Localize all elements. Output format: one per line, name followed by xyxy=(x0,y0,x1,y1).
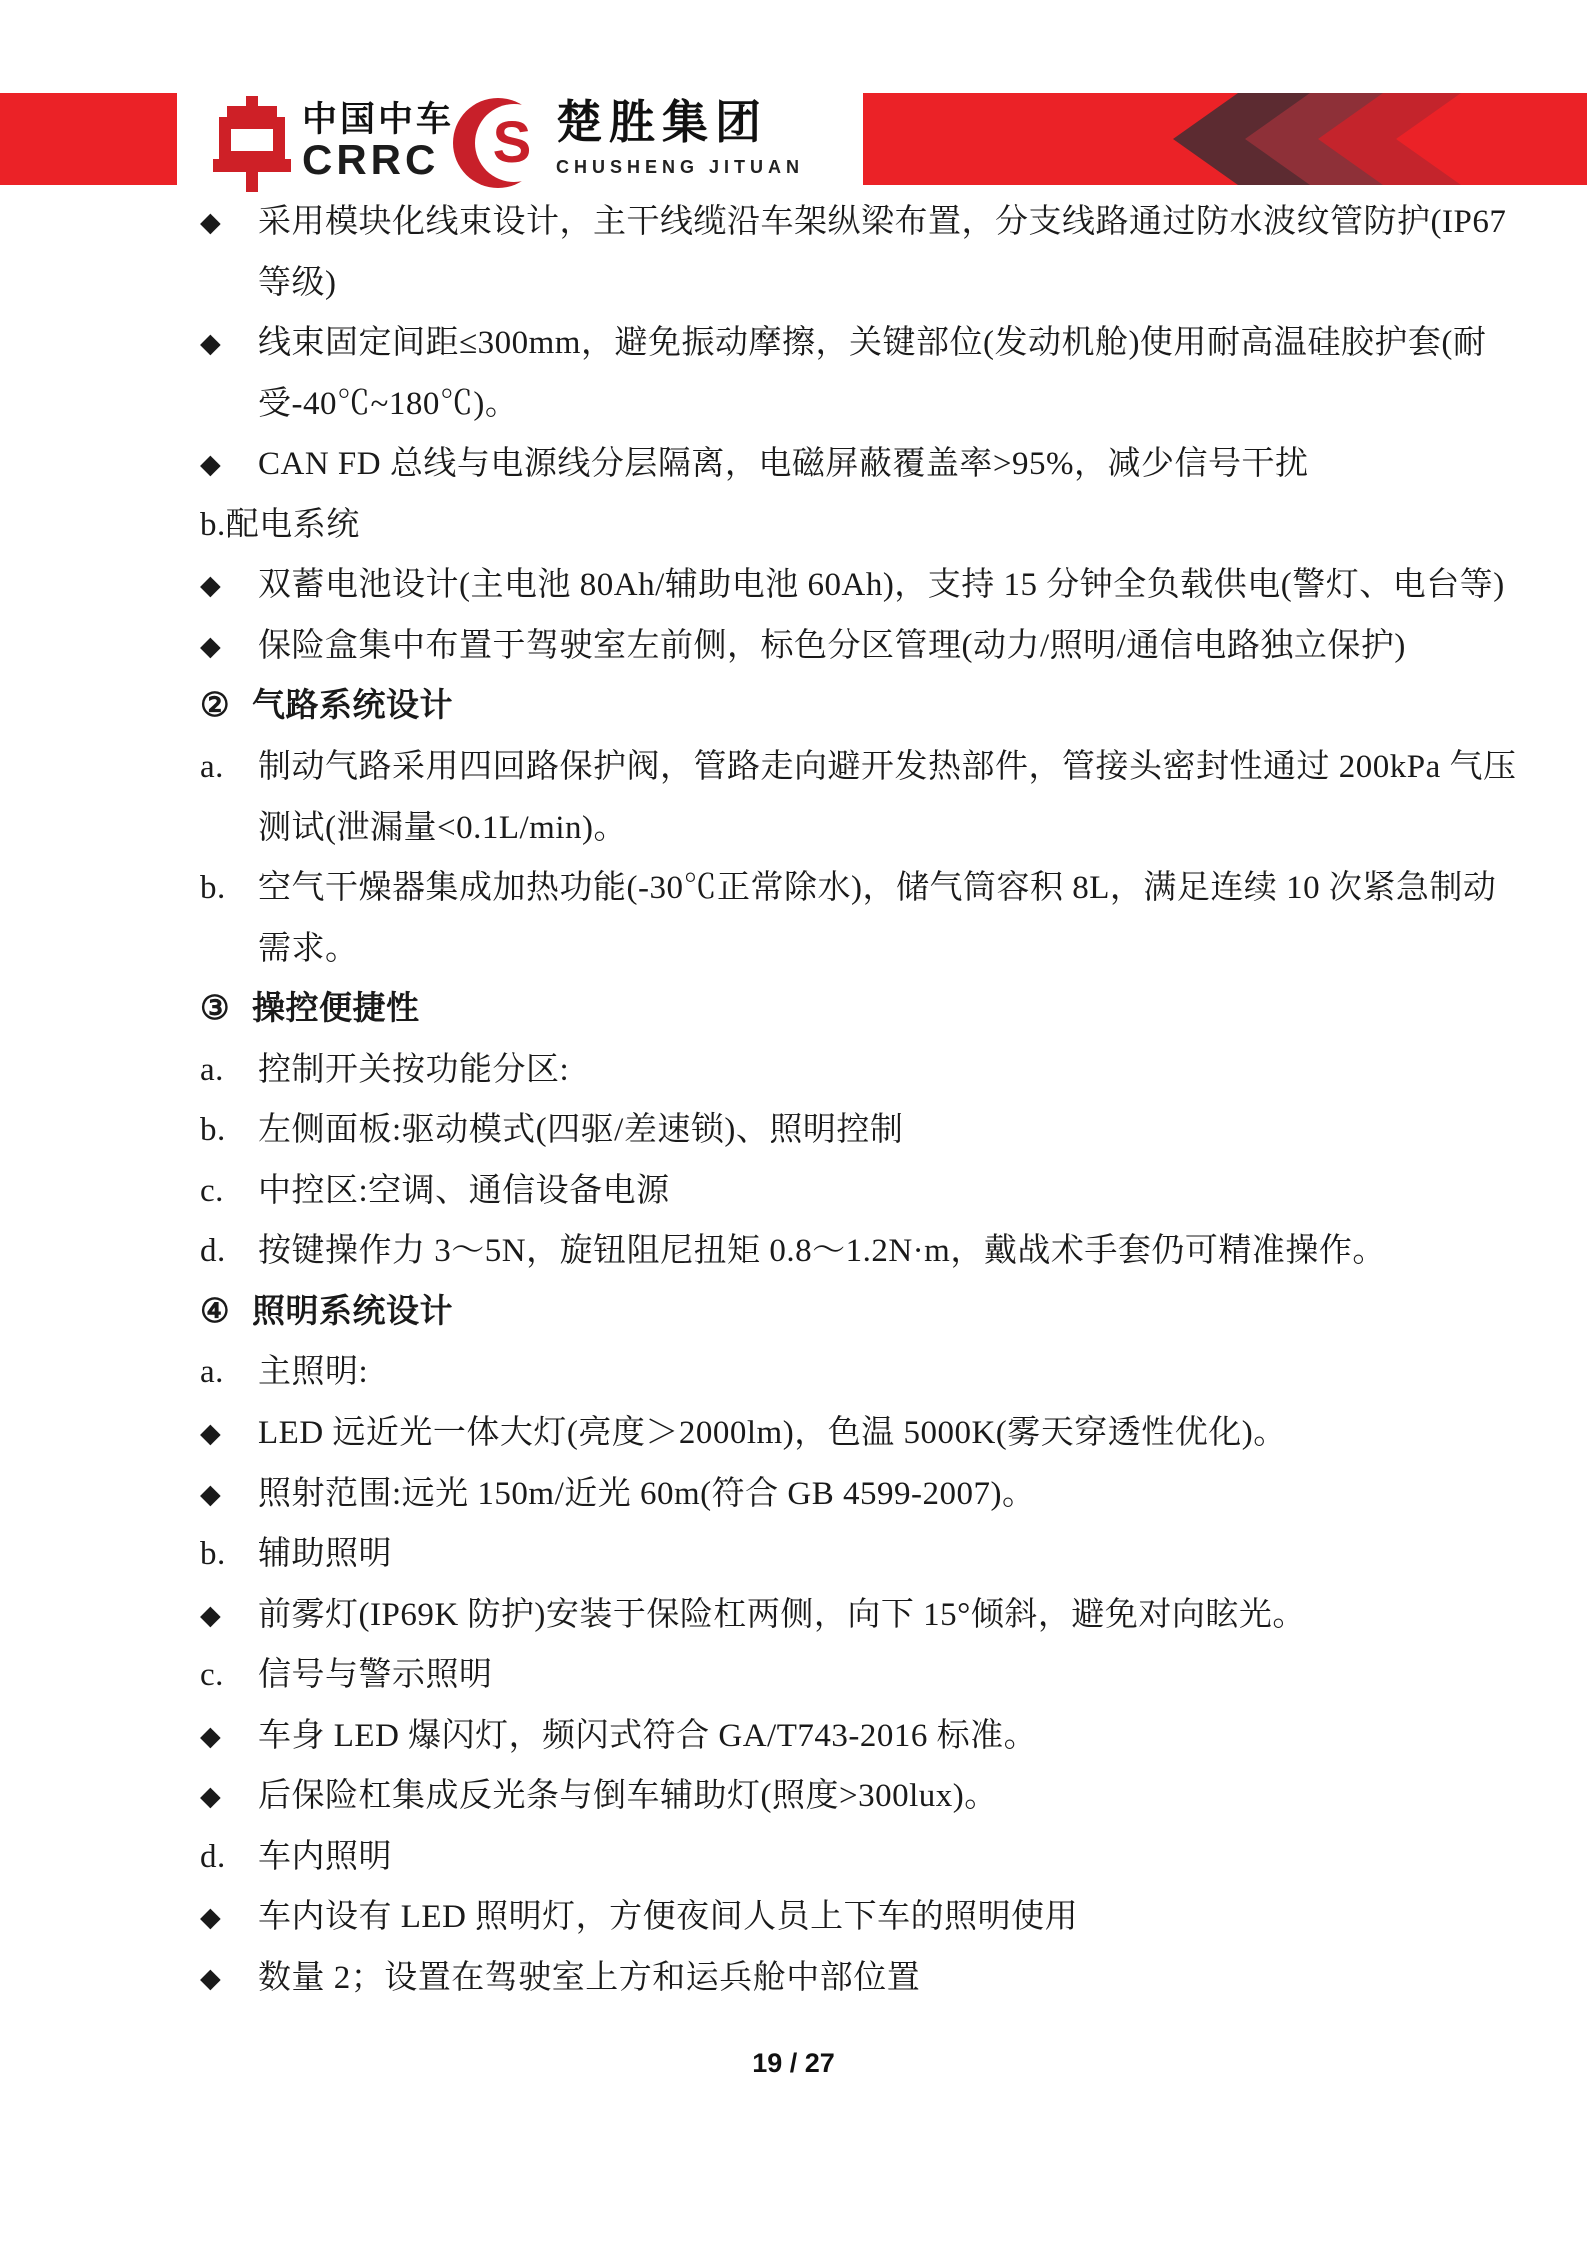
document-line xyxy=(0,313,1587,374)
list-marker: a. xyxy=(200,748,224,785)
crrc-logo-text xyxy=(302,102,454,181)
line-text: 配电系统 xyxy=(225,506,360,543)
list-marker: a. xyxy=(200,1354,224,1391)
line-text: 车内照明 xyxy=(258,1838,392,1875)
document-line xyxy=(0,1100,1587,1161)
document-line xyxy=(0,737,1587,798)
line-text: 需求。 xyxy=(258,930,359,967)
svg-text:S: S xyxy=(492,110,532,175)
list-marker: d. xyxy=(200,1838,226,1875)
document-line xyxy=(0,495,1587,556)
document-line xyxy=(0,1282,1587,1343)
chevron-arrows-icon xyxy=(863,93,1587,185)
line-text: 空气干燥器集成加热功能(-30℃正常除水)，储气筒容积 8L，满足连续 10 次紧急制动 xyxy=(258,870,1497,907)
crrc-english-name: CRRC xyxy=(302,136,440,183)
line-text: 左侧面板:驱动模式(四驱/差速锁)、照明控制 xyxy=(258,1112,904,1149)
document-line xyxy=(0,1827,1587,1888)
line-text: 后保险杠集成反光条与倒车辅助灯(照度>300lux)。 xyxy=(258,1778,998,1815)
document-line xyxy=(0,374,1587,435)
line-text: LED 远近光一体大灯(亮度＞2000lm)，色温 5000K(雾天穿透性优化)。 xyxy=(258,1415,1287,1451)
header-red-block-left xyxy=(0,93,177,185)
line-text: 车内设有 LED 照明灯，方便夜间人员上下车的照明使用 xyxy=(258,1899,1079,1936)
document-line xyxy=(0,919,1587,980)
line-text: 数量 2；设置在驾驶室上方和运兵舱中部位置 xyxy=(258,1959,921,1996)
document-line xyxy=(0,434,1587,495)
list-marker: b. xyxy=(200,1536,226,1573)
line-text: 制动气路采用四回路保护阀，管路走向避开发热部件，管接头密封性通过 200kPa 气压 xyxy=(258,748,1517,785)
line-text: 照射范围:远光 150m/近光 60m(符合 GB 4599-2007)。 xyxy=(258,1475,1036,1512)
list-marker: ④ xyxy=(200,1293,231,1330)
document-line xyxy=(0,979,1587,1040)
document-line xyxy=(0,616,1587,677)
chusheng-chinese-name: 楚胜集团 xyxy=(556,97,768,148)
line-text: 前雾灯(IP69K 防护)安装于保险杠两侧，向下 15°倾斜，避免对向眩光。 xyxy=(258,1596,1306,1633)
page-number: 19 / 27 xyxy=(752,2048,835,2078)
bullet-diamond-marker: ◆ xyxy=(200,570,222,601)
document-line xyxy=(0,192,1587,253)
bullet-diamond-marker: ◆ xyxy=(200,1962,222,1993)
document-line xyxy=(0,555,1587,616)
list-marker: b. xyxy=(200,506,226,543)
line-text: 按键操作力 3～5N，旋钮阻尼扭矩 0.8～1.2N·m，戴战术手套仍可精准操作。 xyxy=(258,1233,1386,1270)
chusheng-logo-icon xyxy=(452,94,546,192)
line-text: 受-40℃~180℃)。 xyxy=(258,385,519,422)
document-line xyxy=(0,1342,1587,1403)
bullet-diamond-marker: ◆ xyxy=(200,1720,222,1751)
list-marker: ③ xyxy=(200,991,231,1028)
chusheng-english-name: CHUSHENG JITUAN xyxy=(556,157,805,177)
line-text: 保险盒集中布置于驾驶室左前侧，标色分区管理(动力/照明/通信电路独立保护) xyxy=(258,627,1406,664)
line-text: 双蓄电池设计(主电池 80Ah/辅助电池 60Ah)，支持 15 分钟全负载供电(警灯、电台等) xyxy=(258,567,1505,604)
list-marker: ② xyxy=(200,688,231,725)
document-line xyxy=(0,1464,1587,1525)
list-marker: c. xyxy=(200,1172,224,1209)
line-text: 等级) xyxy=(258,264,337,301)
line-text: 线束固定间距≤300mm，避免振动摩擦，关键部位(发动机舱)使用耐高温硅胶护套(耐 xyxy=(258,325,1487,362)
bullet-diamond-marker: ◆ xyxy=(200,1902,222,1933)
line-text: 信号与警示照明 xyxy=(258,1657,493,1694)
list-marker: d. xyxy=(200,1233,226,1270)
header-red-banner xyxy=(863,93,1587,185)
list-marker: b. xyxy=(200,870,226,907)
line-text: 主照明: xyxy=(258,1354,369,1391)
chusheng-logo-text xyxy=(556,97,805,177)
document-line xyxy=(0,1524,1587,1585)
document-line xyxy=(0,1161,1587,1222)
line-text: 照明系统设计 xyxy=(252,1293,453,1330)
bullet-diamond-marker: ◆ xyxy=(200,207,222,237)
line-text: 操控便捷性 xyxy=(252,991,420,1028)
line-text: 辅助照明 xyxy=(258,1536,392,1573)
document-line xyxy=(0,798,1587,859)
line-text: 控制开关按功能分区: xyxy=(258,1051,570,1088)
document-line xyxy=(0,1221,1587,1282)
bullet-diamond-marker: ◆ xyxy=(200,328,222,359)
list-marker: b. xyxy=(200,1112,226,1149)
document-line xyxy=(0,1887,1587,1948)
list-marker: a. xyxy=(200,1051,224,1088)
crrc-chinese-name: 中国中车 xyxy=(302,100,455,139)
document-line xyxy=(0,1585,1587,1646)
document-line xyxy=(0,1706,1587,1767)
document-line xyxy=(0,1766,1587,1827)
line-text: 中控区:空调、通信设备电源 xyxy=(258,1172,670,1209)
list-marker: c. xyxy=(200,1657,224,1694)
line-text: 测试(泄漏量<0.1L/min)。 xyxy=(258,809,628,846)
line-text: 车身 LED 爆闪灯，频闪式符合 GA/T743-2016 标准。 xyxy=(258,1717,1038,1754)
bullet-diamond-marker: ◆ xyxy=(200,1599,222,1630)
document-line xyxy=(0,1645,1587,1706)
document-line xyxy=(0,858,1587,919)
line-text: CAN FD 总线与电源线分层隔离，电磁屏蔽覆盖率>95%，减少信号干扰 xyxy=(258,446,1309,483)
document-line xyxy=(0,1040,1587,1101)
bullet-diamond-marker: ◆ xyxy=(200,630,222,661)
bullet-diamond-marker: ◆ xyxy=(200,449,222,480)
bullet-diamond-marker: ◆ xyxy=(200,1781,222,1812)
bullet-diamond-marker: ◆ xyxy=(200,1478,222,1509)
document-line xyxy=(0,1403,1587,1464)
line-text: 气路系统设计 xyxy=(252,688,453,725)
line-text: 采用模块化线束设计，主干线缆沿车架纵梁布置，分支线路通过防水波纹管防护(IP67 xyxy=(258,204,1507,240)
crrc-logo-icon xyxy=(213,96,291,192)
document-line xyxy=(0,253,1587,314)
document-line xyxy=(0,676,1587,737)
document-line xyxy=(0,1948,1587,2009)
bullet-diamond-marker: ◆ xyxy=(200,1418,222,1448)
